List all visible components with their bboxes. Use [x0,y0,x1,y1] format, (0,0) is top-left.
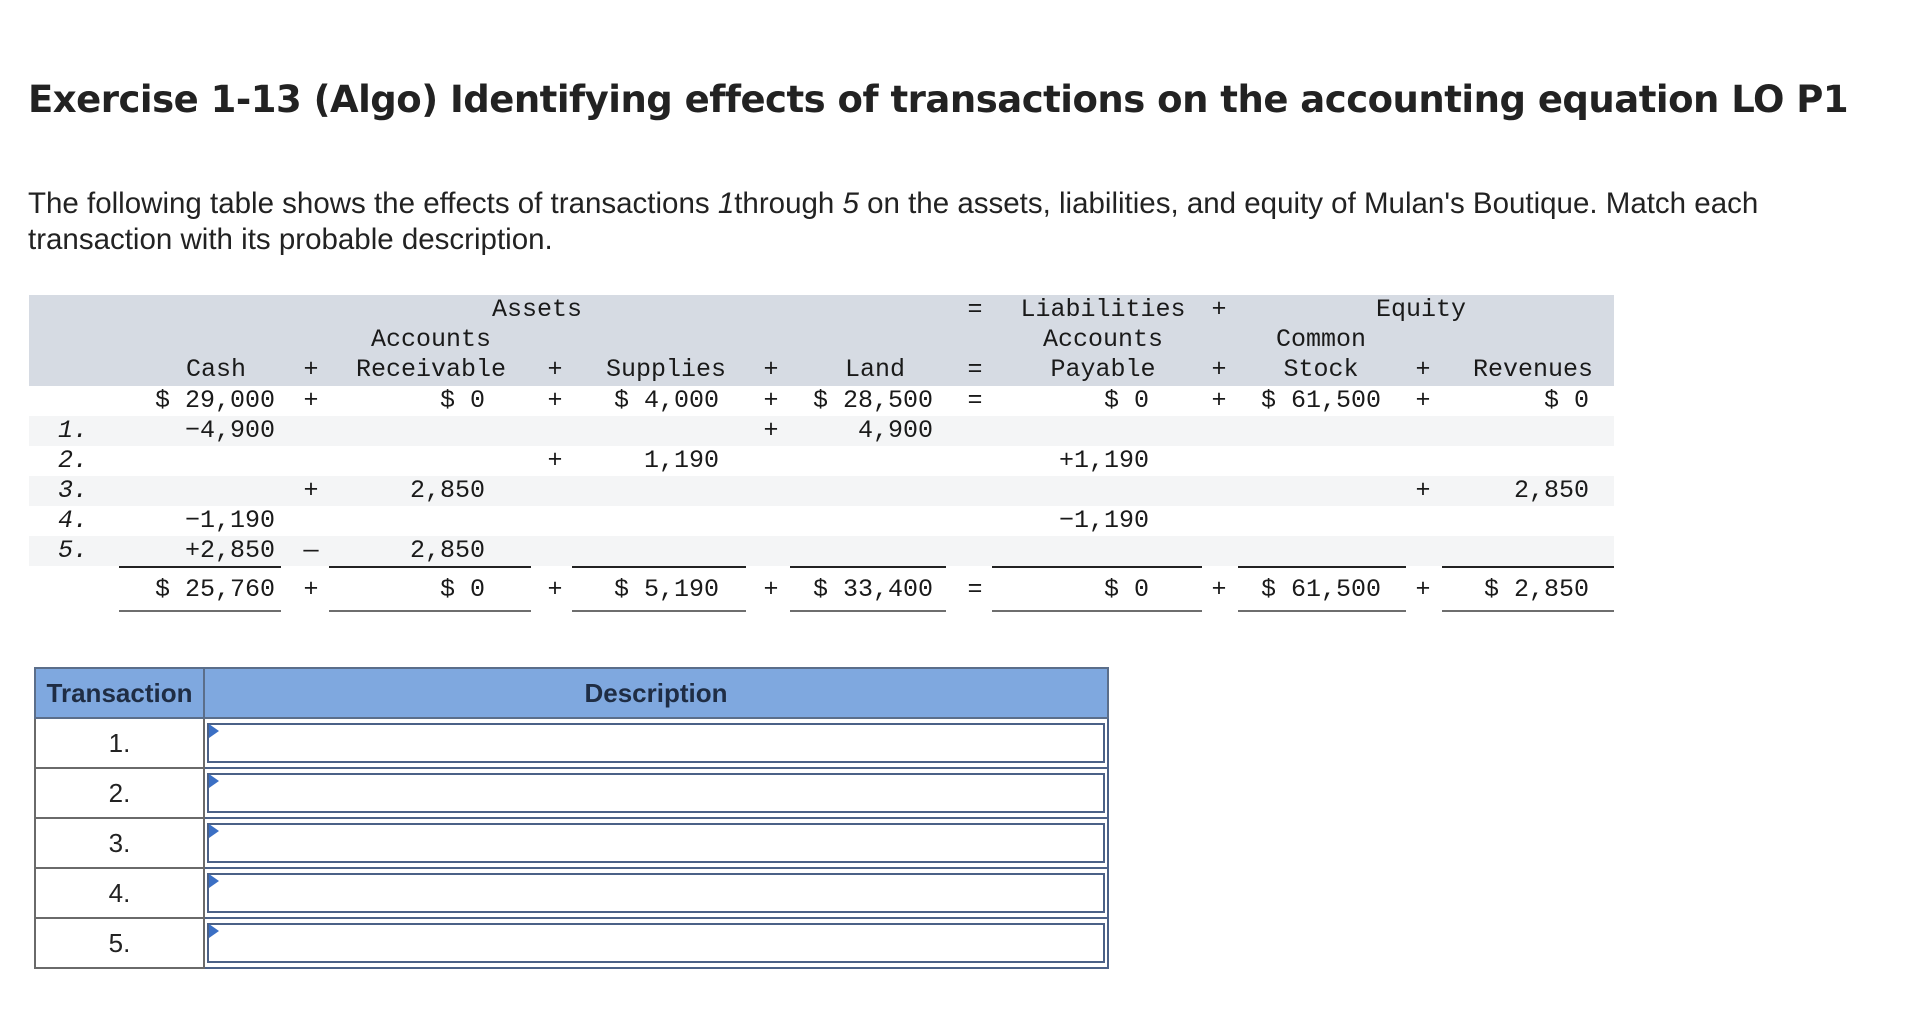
col-header-ar-line2: Receivable [355,355,507,384]
description-dropdown[interactable] [207,873,1105,913]
col-header-ar-line1: Accounts [370,325,492,354]
col-header-cs-line1: Common [1275,325,1367,354]
revenues-sign: + [1415,476,1431,505]
double-underline [790,610,946,612]
col-header-cs-line2: Stock [1283,355,1359,384]
matching-row [35,768,1108,818]
plus-sign: + [763,355,779,384]
plus-sign: + [1211,575,1227,604]
intro-part: on the assets, liabilities, and equity of Mulan's Boutique. Match each transaction with its probable description. [28,187,1759,256]
cash-change: −1,190 [184,506,275,535]
dropdown-indicator-icon [209,924,219,938]
land-change: 4,900 [857,416,933,445]
ap-change: −1,190 [1058,506,1149,535]
equals-sign: = [967,386,983,415]
transaction-number: 1. [58,416,89,445]
ending-revenues: $ 2,850 [1483,575,1589,604]
plus-sign: + [547,355,563,384]
double-underline [572,610,746,612]
total-underline [1442,566,1614,568]
matching-row [35,818,1108,868]
plus-sign: + [1415,386,1431,415]
plus-sign: + [1211,295,1227,324]
dropdown-indicator-icon [209,724,219,738]
plus-sign: + [1211,386,1227,415]
ending-common-stock: $ 61,500 [1260,575,1381,604]
supplies-change: 1,190 [643,446,719,475]
transaction-number: 3. [35,818,204,868]
equation-body [29,386,1614,619]
description-cell [204,768,1108,818]
beginning-cash: $ 29,000 [154,386,275,415]
liabilities-group-header: Liabilities [1020,295,1186,324]
double-underline [1442,610,1614,612]
intro-part: through [734,187,843,220]
ar-sign: — [303,536,319,565]
dropdown-indicator-icon [209,774,219,788]
beginning-land: $ 28,500 [812,386,933,415]
col-header-supplies: Supplies [605,355,727,384]
double-underline [992,610,1202,612]
double-underline [329,610,531,612]
description-dropdown[interactable] [207,823,1105,863]
accounting-equation-table [29,295,1614,619]
matching-header-row [35,668,1108,718]
double-underline [119,610,281,612]
ap-change: +1,190 [1058,446,1149,475]
plus-sign: + [547,575,563,604]
intro-part: The following table shows the effects of transactions [28,187,718,220]
ending-ar: $ 0 [439,575,485,604]
row-band [29,446,1614,476]
ending-land: $ 33,400 [812,575,933,604]
beginning-common-stock: $ 61,500 [1260,386,1381,415]
matching-table [34,667,1109,969]
transaction-column-header: Transaction [35,668,204,718]
transaction-number: 4. [58,506,89,535]
col-header-ap-line1: Accounts [1042,325,1164,354]
description-dropdown[interactable] [207,723,1105,763]
ending-supplies: $ 5,190 [613,575,719,604]
row-band [29,476,1614,506]
plus-sign: + [547,386,563,415]
page-title: Exercise 1-13 (Algo) Identifying effects of transactions on the accounting equation LO P1 [28,78,1849,121]
transaction-number: 5. [35,918,204,968]
plus-sign: + [1415,355,1431,384]
col-header-revenues: Revenues [1472,355,1594,384]
description-cell [204,718,1108,768]
beginning-revenues: $ 0 [1543,386,1589,415]
equity-group-header: Equity [1375,295,1467,324]
beginning-ap: $ 0 [1103,386,1149,415]
supplies-sign: + [547,446,563,475]
ar-sign: + [303,476,319,505]
ar-change: 2,850 [409,476,485,505]
plus-sign: + [763,386,779,415]
matching-row [35,718,1108,768]
beginning-supplies: $ 4,000 [613,386,719,415]
cash-change: −4,900 [184,416,275,445]
col-header-land: Land [844,355,906,384]
intro-number: 1 [717,187,735,220]
land-sign: + [763,416,779,445]
plus-sign: + [303,575,319,604]
total-underline [790,566,946,568]
col-header-cash: Cash [185,355,247,384]
beginning-ar: $ 0 [439,386,485,415]
total-underline [329,566,531,568]
revenues-change: 2,850 [1513,476,1589,505]
ending-ap: $ 0 [1103,575,1149,604]
description-cell [204,918,1108,968]
plus-sign: + [763,575,779,604]
total-underline [992,566,1202,568]
matching-row [35,918,1108,968]
transaction-number: 5. [58,536,89,565]
dropdown-indicator-icon [209,874,219,888]
transaction-number: 2. [35,768,204,818]
assets-group-header: Assets [491,295,583,324]
transaction-number: 1. [35,718,204,768]
double-underline [1238,610,1406,612]
description-column-header: Description [204,668,1108,718]
ending-cash: $ 25,760 [154,575,275,604]
description-dropdown[interactable] [207,923,1105,963]
plus-sign: + [1211,355,1227,384]
transaction-number: 4. [35,868,204,918]
total-underline [119,566,281,568]
description-dropdown[interactable] [207,773,1105,813]
equals-sign: = [967,575,983,604]
ar-change: 2,850 [409,536,485,565]
intro-text [28,186,1908,258]
intro-number: 5 [842,187,859,220]
col-header-ap-line2: Payable [1050,355,1156,384]
description-cell [204,868,1108,918]
equals-sign: = [967,355,983,384]
total-underline [572,566,746,568]
dropdown-indicator-icon [209,824,219,838]
equals-sign: = [967,295,983,324]
transaction-number: 3. [58,476,89,505]
matching-row [35,868,1108,918]
plus-sign: + [303,386,319,415]
total-underline [1238,566,1406,568]
cash-change: +2,850 [184,536,275,565]
plus-sign: + [1415,575,1431,604]
plus-sign: + [303,355,319,384]
transaction-number: 2. [58,446,89,475]
description-cell [204,818,1108,868]
